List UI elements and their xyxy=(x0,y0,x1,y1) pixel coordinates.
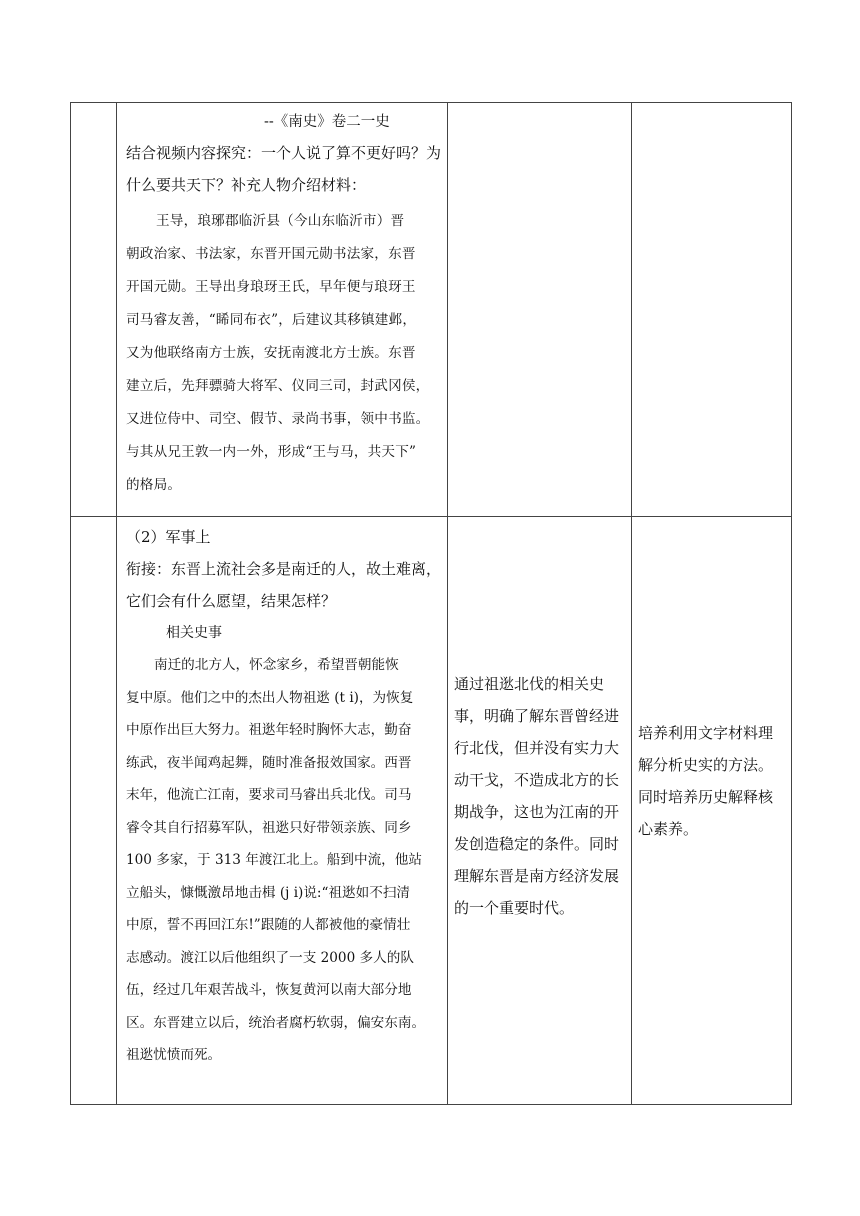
student-activity-cell xyxy=(448,517,632,1105)
teaching-content-cell xyxy=(117,517,448,1105)
lesson-plan-table xyxy=(70,102,792,1105)
biography-text: 王导，琅琊郡临沂县（今山东临沂市）晋 朝政治家、书法家，东晋开国元勋书法家，东晋 开国元勋。王导出身琅玡王氏，早年便与琅玡王 司马睿友善，“睎同布衣”，后建议其移镇建邺， 又为他联络南方士族，安抚南渡北方士族。东晋 建立后，先拜骠骑大将军、仪同三司，封武冈侯， 又进位侍中、司空、假节、录尚书事，领中书监。 与其从兄王敦一内一外，形成“王与马，共天下” 的格局。 xyxy=(126,213,430,493)
table-row xyxy=(71,103,792,517)
empty-cell xyxy=(71,103,117,517)
teaching-content-cell xyxy=(117,103,448,517)
design-intent-text: 培养利用文字材料理 解分析史实的方法。 同时培养历史解释核 心素养。 xyxy=(638,723,774,838)
transition-text: 衔接：东晋上流社会多是南迁的人，故土难离， 它们会有什么愿望，结果怎样？ xyxy=(126,560,442,610)
empty-cell xyxy=(71,517,117,1105)
subheading: 相关史事 xyxy=(166,625,222,641)
table-row xyxy=(71,517,792,1105)
section-heading: （2）军事上 xyxy=(126,528,211,546)
design-intent-cell xyxy=(632,103,792,517)
student-activity-cell xyxy=(448,103,632,517)
student-activity-text: 通过祖逖北伐的相关史 事，明确了解东晋曾经进 行北伐，但并没有实力大 动干戈，不造成北方的长 期战争，这也为江南的开 发创造稳定的条件。同时 理解东晋是南方经济发展 的一个重要时代。 xyxy=(454,674,620,917)
question-text: 结合视频内容探究：一个人说了算不更好吗？为 什么要共天下？补充人物介绍材料： xyxy=(126,144,442,194)
design-intent-cell xyxy=(632,517,792,1105)
source-citation: --《南史》卷二一史 xyxy=(264,114,390,130)
story-text: 南迁的北方人，怀念家乡，希望晋朝能恢 复中原。他们之中的杰出人物祖逖 (t i)，为恢复 中原作出巨大努力。祖逖年轻时胸怀大志，勤奋 练武，夜半闻鸡起舞，随时准备报效国家。西晋 末年，他流亡江南，要求司马睿出兵北伐。司马 睿令其自行招募军队，祖逖只好带领亲族、同乡 100 多家，于 313 年渡江北上。船到中流，他站 立船头，慷慨激昂地击楫 (j i)说:“祖逖如不扫清 中原，誓不再回江东!”跟随的人都被他的豪情壮 志感动。渡江以后他组织了一支 2000 多人的队 伍，经过几年艰苦战斗，恢复黄河以南大部分地 区。东晋建立以后，统治者腐朽软弱，偏安东南。 祖逖忧愤而死。 xyxy=(126,657,426,1063)
